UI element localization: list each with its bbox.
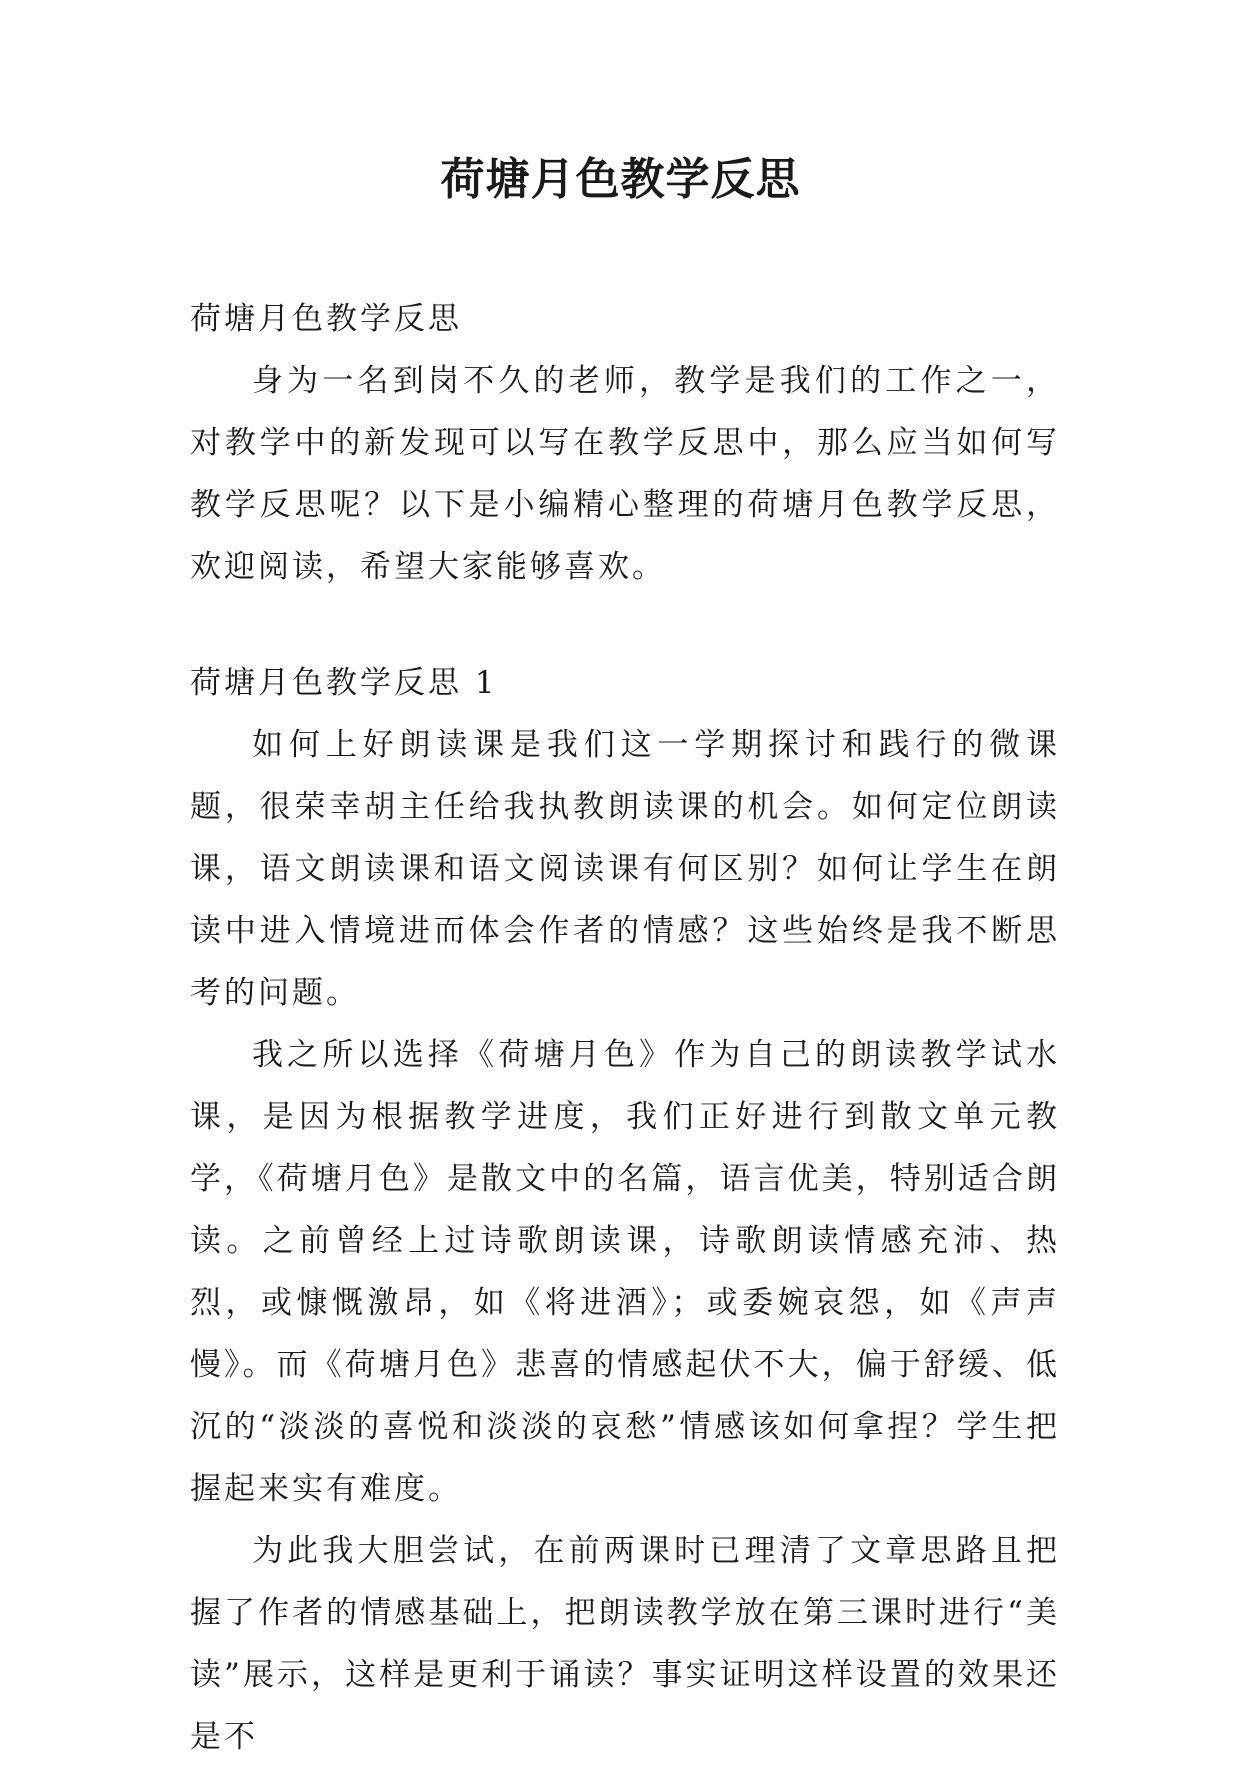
section1-paragraph-1: 如何上好朗读课是我们这一学期探讨和践行的微课题，很荣幸胡主任给我执教朗读课的机会。如何定位朗读课，语文朗读课和语文阅读课有何区别？如何让学生在朗读中进入情境进而体会作者的情感？这些始终是我不断思考的问题。: [190, 727, 1060, 1011]
intro-paragraph: 身为一名到岗不久的老师，教学是我们的工作之一，对教学中的新发现可以写在教学反思中，那么应当如何写教学反思呢？以下是小编精心整理的荷塘月色教学反思，欢迎阅读，希望大家能够喜欢。: [190, 363, 1060, 585]
section1-heading: 荷塘月色教学反思 1: [190, 665, 498, 701]
section1-paragraph-2: 我之所以选择《荷塘月色》作为自己的朗读教学试水课，是因为根据教学进度，我们正好进行到散文单元教学，《荷塘月色》是散文中的名篇，语言优美，特别适合朗读。之前曾经上过诗歌朗读课，诗歌朗读情感充沛、热烈，或慷慨激昂，如《将进酒》；或委婉哀怨，如《声声慢》。而《荷塘月色》悲喜的情感起伏不大，偏于舒缓、低沉的“淡淡的喜悦和淡淡的哀愁”情感该如何拿捏？学生把握起来实有难度。: [190, 1037, 1060, 1507]
section-spacer: [190, 598, 1060, 652]
document-body: [190, 288, 1060, 1768]
document-title: 荷塘月色教学反思: [440, 154, 801, 205]
intro-heading: 荷塘月色教学反思: [190, 301, 462, 337]
section1-paragraph-3: 为此我大胆尝试，在前两课时已理清了文章思路且把握了作者的情感基础上，把朗读教学放在第三课时进行“美读”展示，这样是更利于诵读？事实证明这样设置的效果还是不: [190, 1533, 1060, 1755]
